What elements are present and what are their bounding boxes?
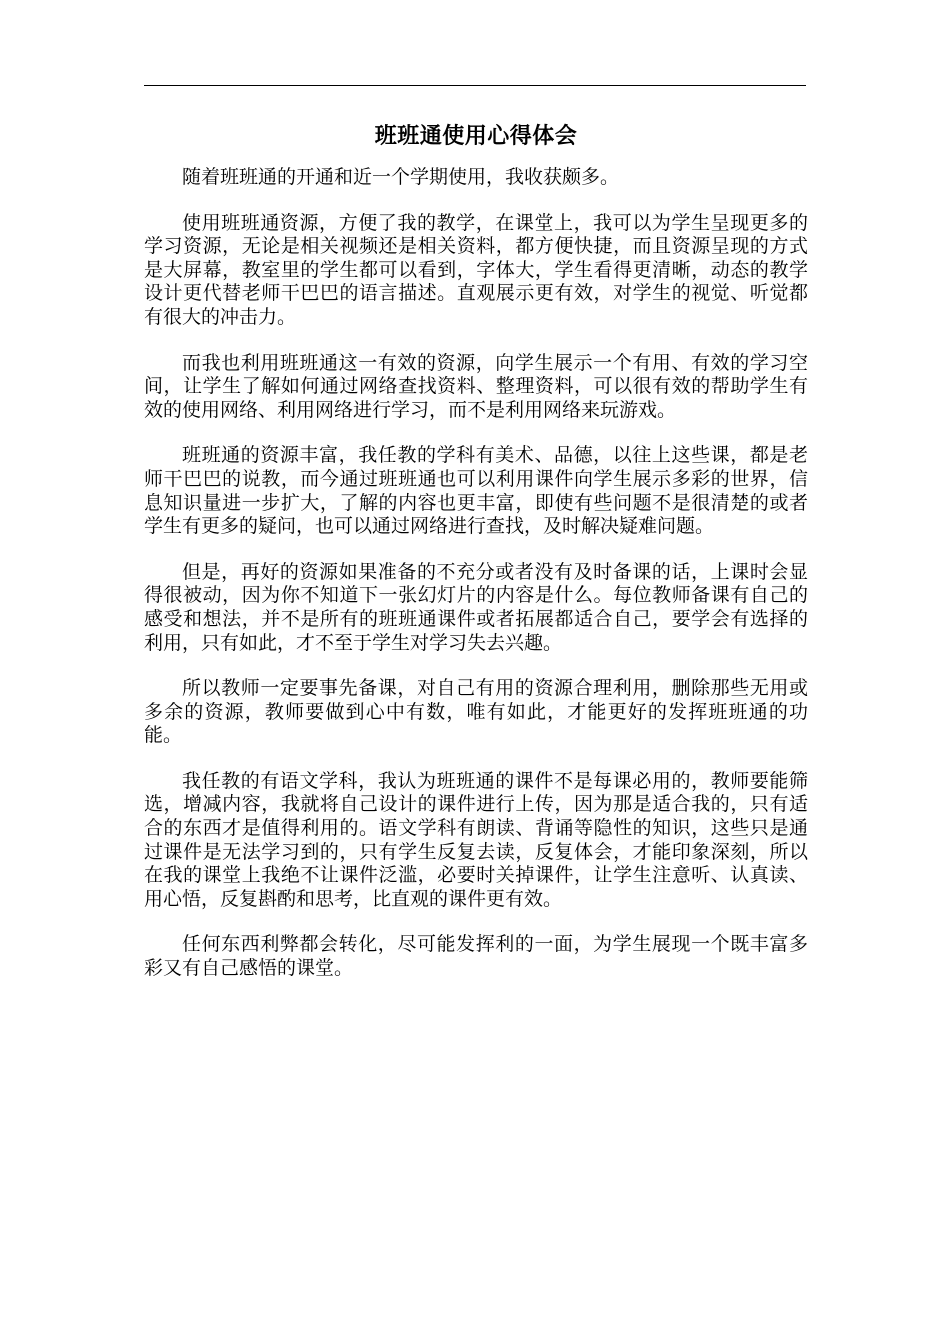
header-rule	[144, 85, 806, 86]
paragraph: 而我也利用班班通这一有效的资源，向学生展示一个有用、有效的学习空间，让学生了解如何通过网络查找资料、整理资料，可以很有效的帮助学生有效的使用网络、利用网络进行学习，而不是利用网络来玩游戏。	[144, 351, 808, 421]
document-title: 班班通使用心得体会	[374, 123, 578, 149]
paragraph: 所以教师一定要事先备课，对自己有用的资源合理利用，删除那些无用或多余的资源，教师要做到心中有数，唯有如此，才能更好的发挥班班通的功能。	[144, 677, 808, 747]
paragraph: 但是，再好的资源如果准备的不充分或者没有及时备课的话，上课时会显得很被动，因为你不知道下一张幻灯片的内容是什么。每位教师备课有自己的感受和想法，并不是所有的班班通课件或者拓展都适合自己，要学会有选择的利用，只有如此，才不至于学生对学习失去兴趣。	[144, 560, 808, 654]
paragraph: 任何东西利弊都会转化，尽可能发挥利的一面，为学生展现一个既丰富多彩又有自己感悟的课堂。	[144, 933, 808, 980]
document-body	[144, 118, 808, 1003]
paragraph: 随着班班通的开通和近一个学期使用，我收获颇多。	[182, 166, 620, 188]
paragraph: 我任教的有语文学科，我认为班班通的课件不是每课必用的，教师要能筛选，增减内容，我就将自己设计的课件进行上传，因为那是适合我的，只有适合的东西才是值得利用的。语文学科有朗读、背诵等隐性的知识，这些只是通过课件是无法学习到的，只有学生反复去读，反复体会，才能印象深刻，所以在我的课堂上我绝不让课件泛滥，必要时关掉课件，让学生注意听、认真读、用心悟，反复斟酌和思考，比直观的课件更有效。	[144, 769, 808, 910]
paragraph: 使用班班通资源，方便了我的教学，在课堂上，我可以为学生呈现更多的学习资源，无论是相关视频还是相关资料，都方便快捷，而且资源呈现的方式是大屏幕，教室里的学生都可以看到，字体大，学生看得更清晰，动态的教学设计更代替老师干巴巴的语言描述。直观展示更有效，对学生的视觉、听觉都有很大的冲击力。	[144, 211, 808, 328]
paragraph: 班班通的资源丰富，我任教的学科有美术、品德，以往上这些课，都是老师干巴巴的说教，而今通过班班通也可以利用课件向学生展示多彩的世界，信息知识量进一步扩大，了解的内容也更丰富，即使有些问题不是很清楚的或者学生有更多的疑问，也可以通过网络进行查找，及时解决疑难问题。	[144, 444, 808, 538]
